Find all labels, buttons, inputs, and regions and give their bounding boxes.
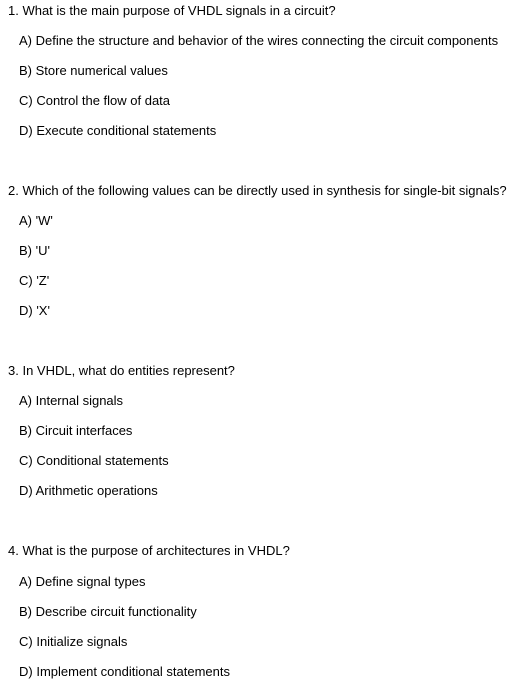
question-4-text: 4. What is the purpose of architectures in VHDL? [8, 543, 290, 558]
question-4-option-c: C) Initialize signals [19, 634, 128, 649]
question-1-option-d: D) Execute conditional statements [19, 123, 217, 138]
question-2-option-d: D) 'X' [19, 303, 50, 318]
question-3-option-b: B) Circuit interfaces [19, 423, 133, 438]
question-3-option-a: A) Internal signals [19, 393, 124, 408]
question-2-option-c: C) 'Z' [19, 273, 50, 288]
question-1-option-b: B) Store numerical values [19, 63, 168, 78]
question-1-option-a: A) Define the structure and behavior of the wires connecting the circuit components [19, 33, 499, 48]
question-3-option-c: C) Conditional statements [19, 453, 169, 468]
question-4-option-b: B) Describe circuit functionality [19, 604, 197, 619]
question-2-option-a: A) 'W' [19, 213, 53, 228]
question-4-option-d: D) Implement conditional statements [19, 664, 230, 679]
question-2-text: 2. Which of the following values can be directly used in synthesis for single-bit signals? [8, 183, 507, 198]
question-1-text: 1. What is the main purpose of VHDL signals in a circuit? [8, 3, 336, 18]
question-3-text: 3. In VHDL, what do entities represent? [8, 363, 235, 378]
question-2-option-b: B) 'U' [19, 243, 50, 258]
question-4-option-a: A) Define signal types [19, 574, 146, 589]
question-3-option-d: D) Arithmetic operations [19, 483, 158, 498]
question-1-option-c: C) Control the flow of data [19, 93, 171, 108]
